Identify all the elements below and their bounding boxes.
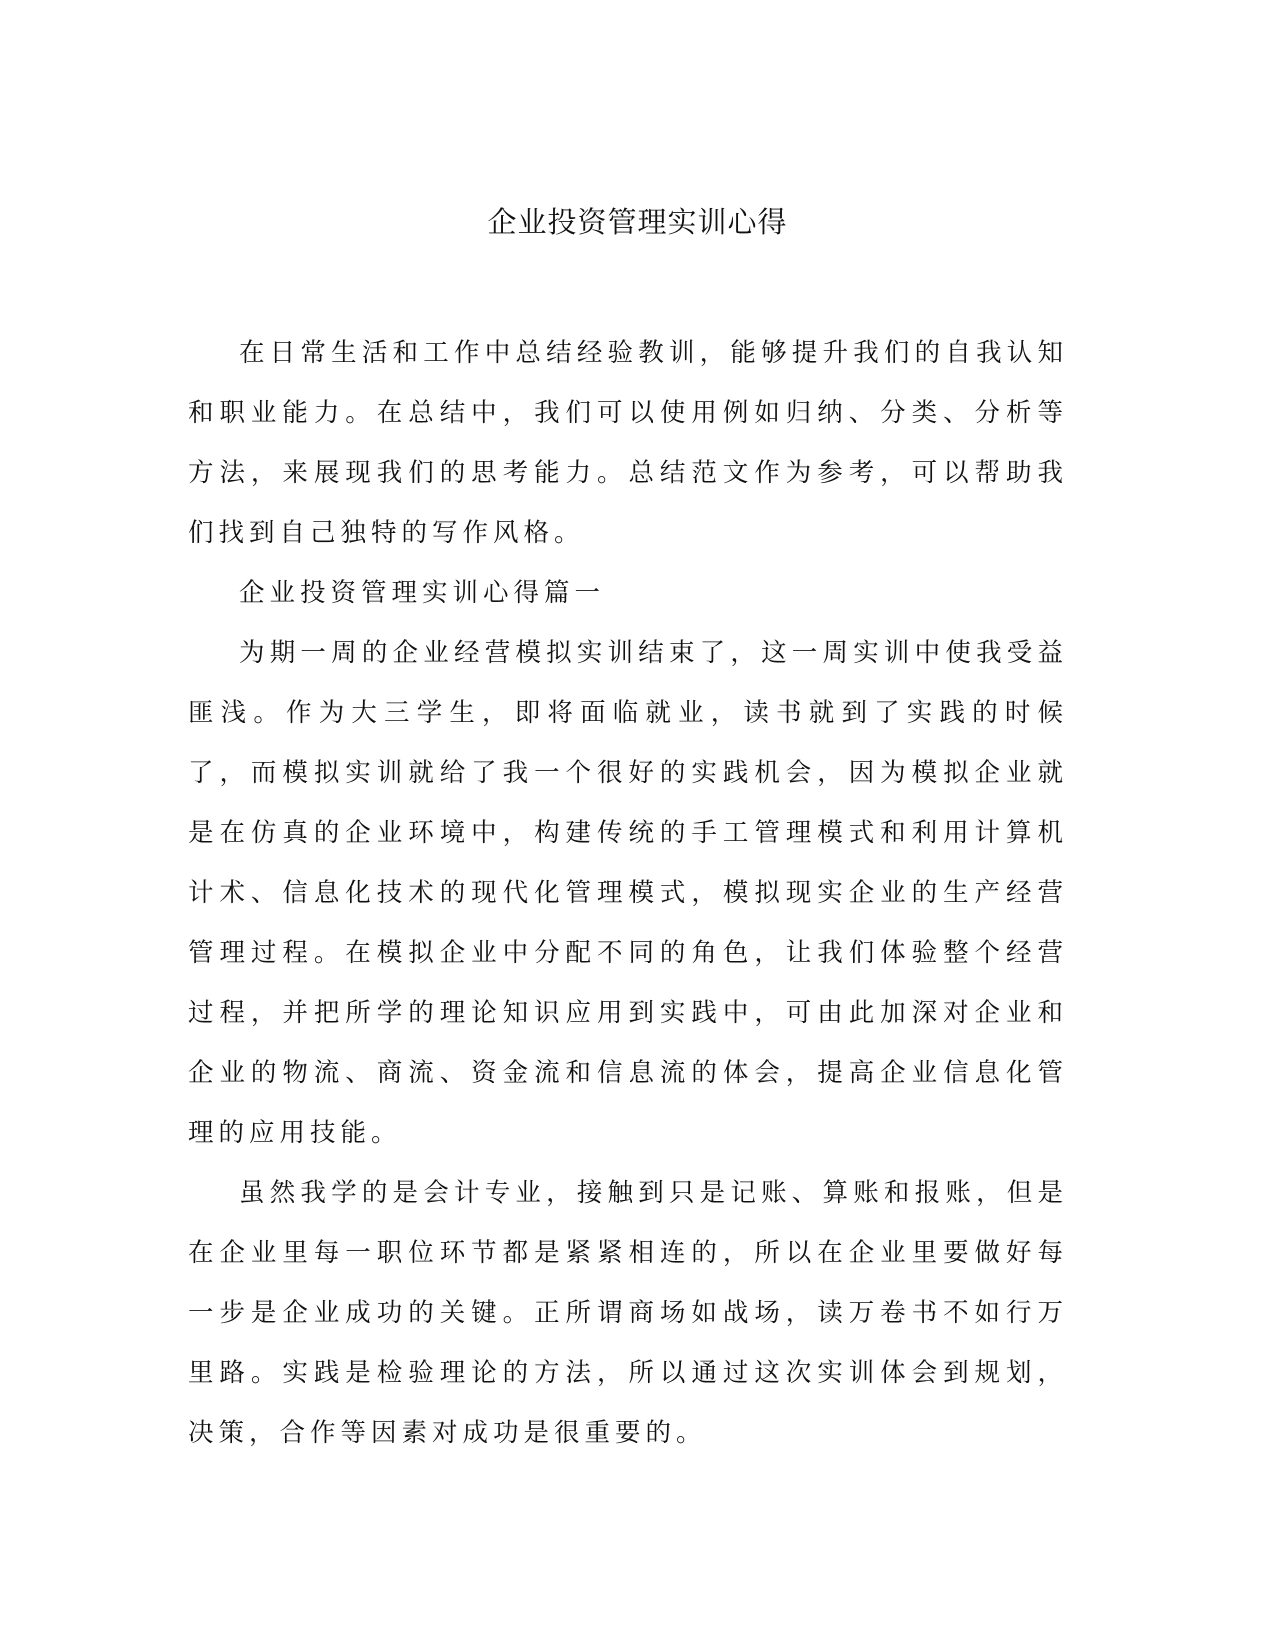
body-paragraph: 虽然我学的是会计专业，接触到只是记账、算账和报账，但是在企业里每一职位环节都是紧紧相连的，所以在企业里要做好每一步是企业成功的关键。正所谓商场如战场，读万卷书不如行万里路。实践是检验理论的方法，所以通过这次实训体会到规划，决策，合作等因素对成功是很重要的。 <box>188 1178 1068 1448</box>
body-paragraph: 为期一周的企业经营模拟实训结束了，这一周实训中使我受益匪浅。作为大三学生，即将面临就业，读书就到了实践的时候了，而模拟实训就给了我一个很好的实践机会，因为模拟企业就是在仿真的企业环境中，构建传统的手工管理模式和利用计算机计术、信息化技术的现代化管理模式，模拟现实企业的生产经营管理过程。在模拟企业中分配不同的角色，让我们体验整个经营过程，并把所学的理论知识应用到实践中，可由此加深对企业和企业的物流、商流、资金流和信息流的体会，提高企业信息化管理的应用技能。 <box>188 638 1068 1148</box>
document-body <box>188 323 1068 1463</box>
document-title: 企业投资管理实训心得 <box>487 205 788 239</box>
section-heading: 企业投资管理实训心得篇一 <box>239 578 606 608</box>
intro-paragraph: 在日常生活和工作中总结经验教训，能够提升我们的自我认知和职业能力。在总结中，我们可以使用例如归纳、分类、分析等方法，来展现我们的思考能力。总结范文作为参考，可以帮助我们找到自己独特的写作风格。 <box>188 338 1068 548</box>
